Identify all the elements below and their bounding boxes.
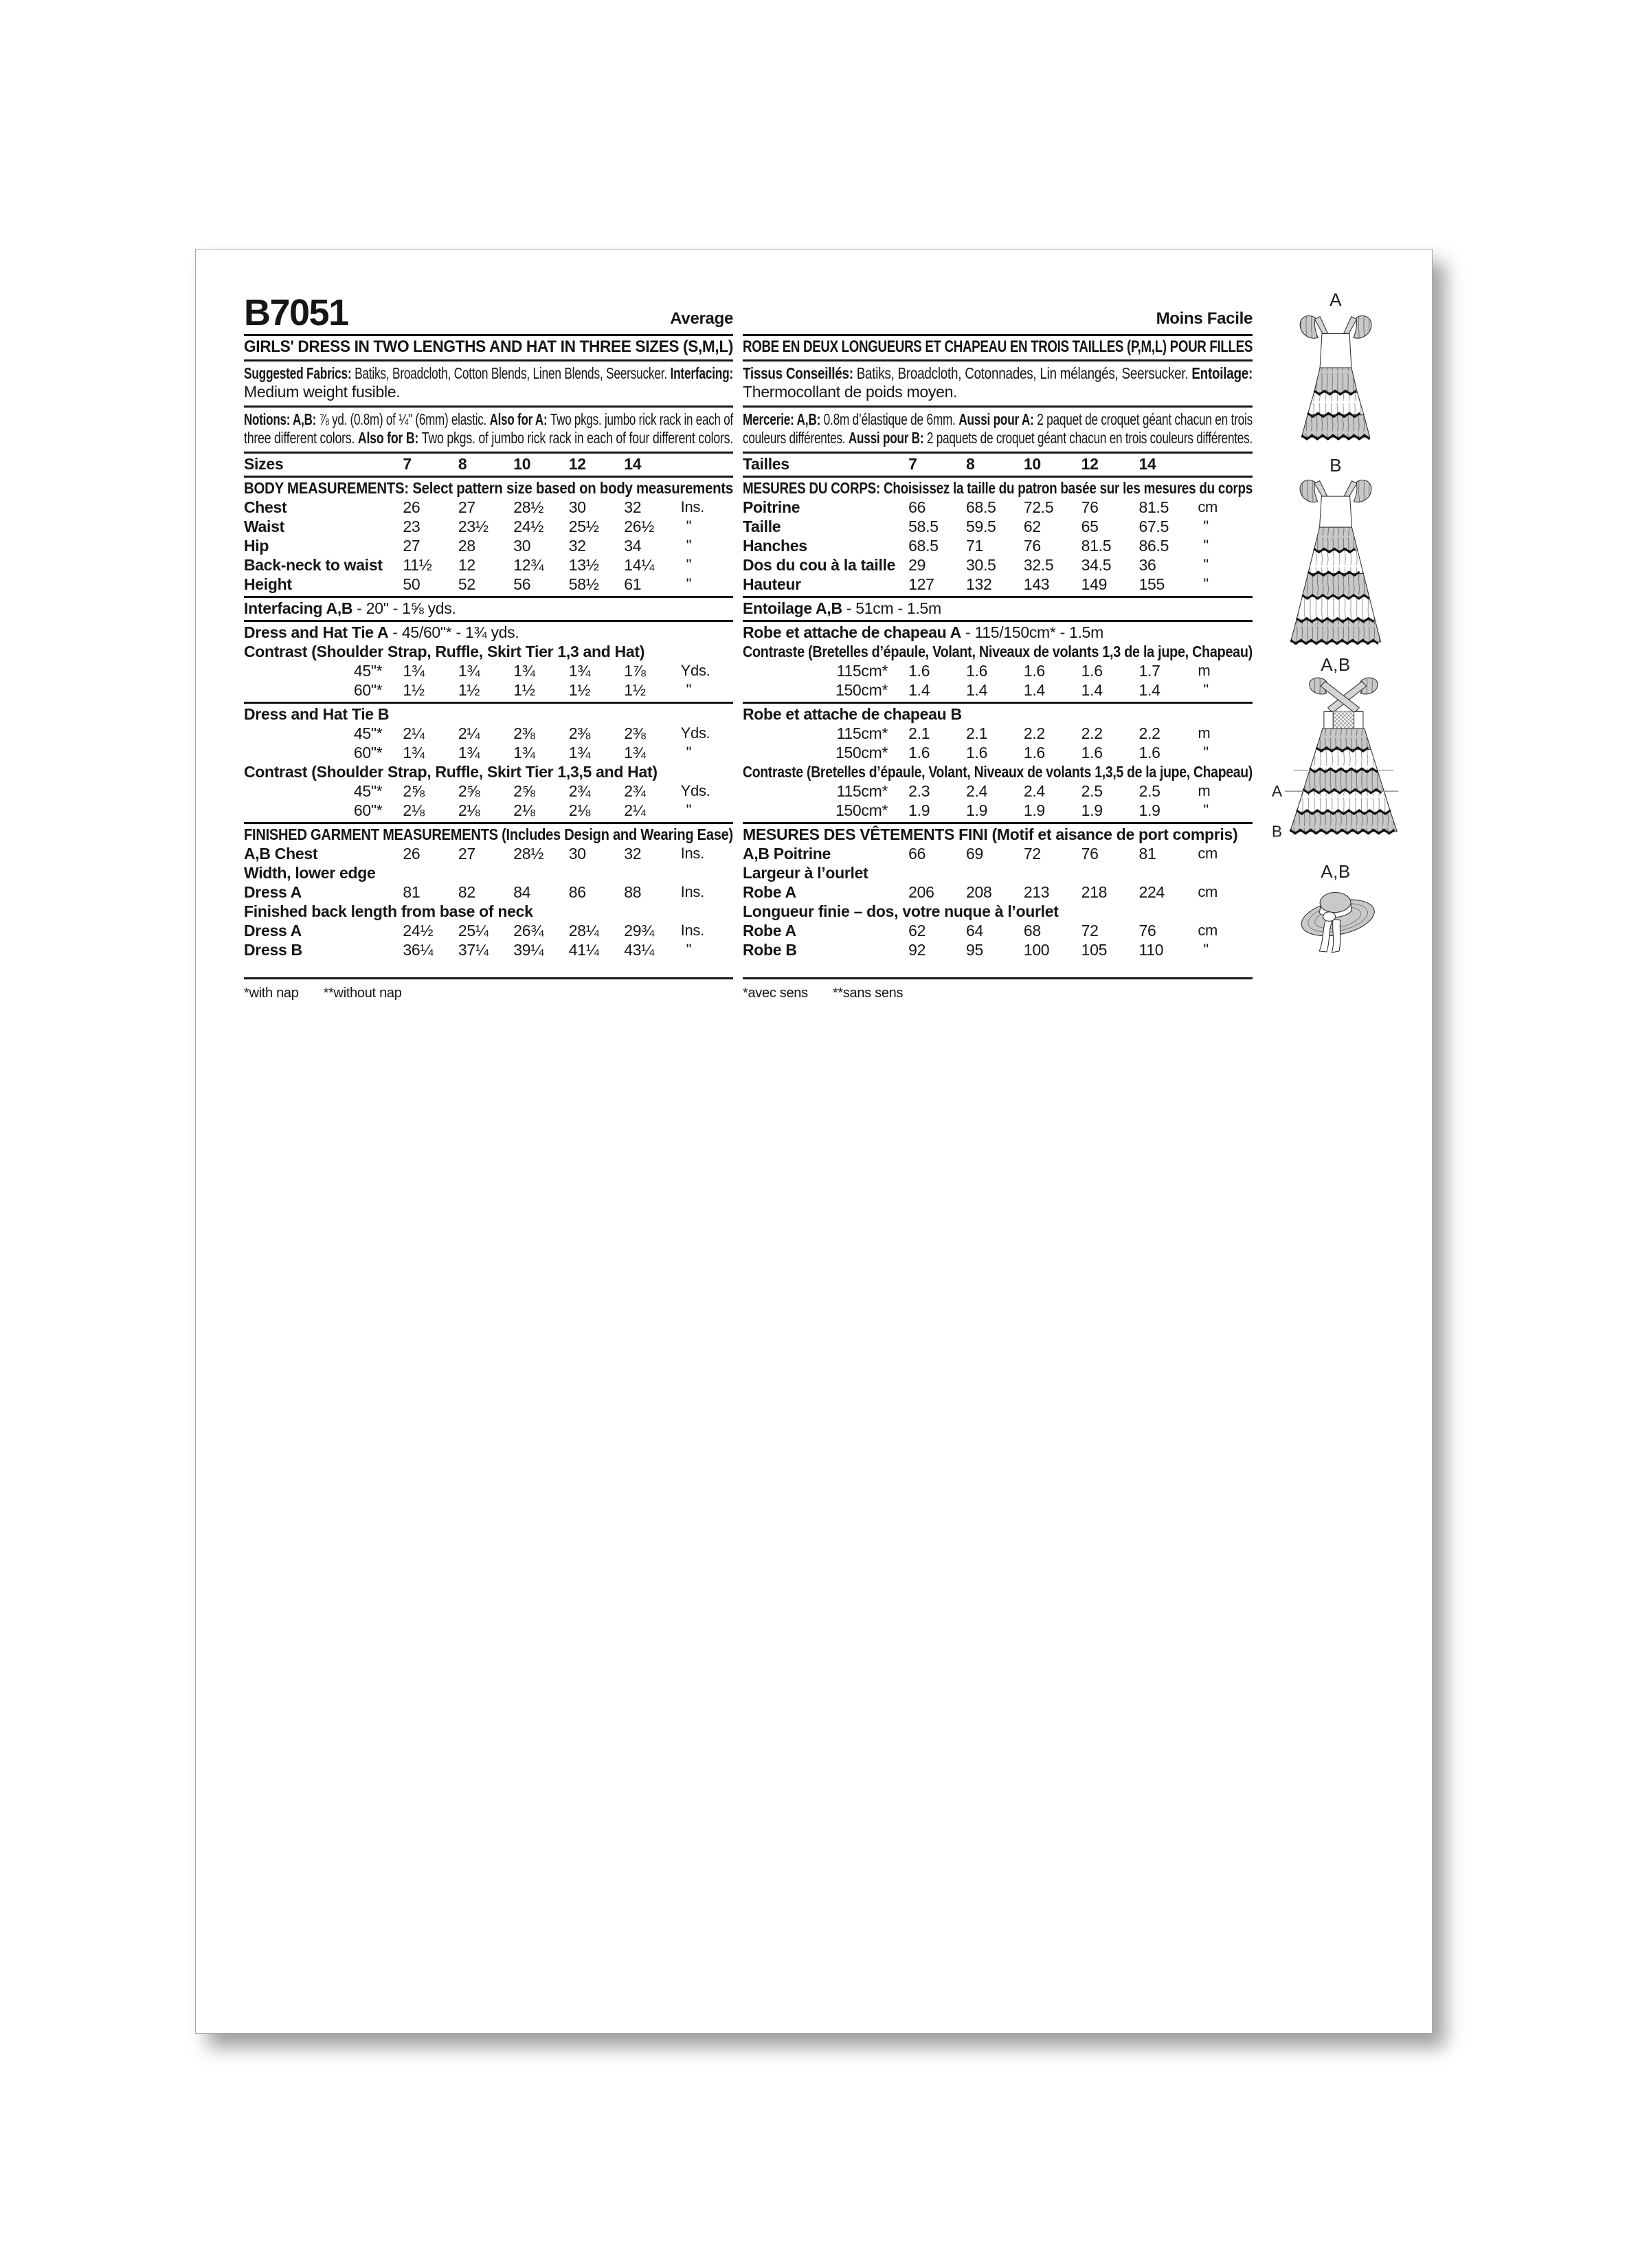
value-cell: 2.2: [1081, 724, 1103, 742]
value-cell: 28: [458, 537, 475, 555]
value-cell: 30.5: [965, 556, 996, 574]
value-cell: 34: [624, 537, 642, 555]
value-cell: 62: [1023, 518, 1041, 535]
value-cell: 72: [1023, 845, 1041, 863]
value-cell: 41¼: [568, 941, 599, 959]
info-row: Robe et attache de chapeau B: [743, 705, 962, 723]
value-cell: 14¼: [624, 556, 655, 574]
value-cell: 14: [624, 455, 642, 473]
section-heading: MESURES DES VÊTEMENTS FINI (Motif et aisance de port compris): [743, 825, 1238, 843]
value-cell: 1¾: [624, 744, 646, 761]
section-heading: FINISHED GARMENT MEASUREMENTS (Includes Design and Wearing Ease): [244, 825, 733, 843]
value-cell: 27: [458, 845, 475, 863]
measurement-row: Dress A 24½ 25¼ 26¾ 28¼ 29¾ Ins.: [244, 921, 733, 940]
measurement-row: 60"* 1¾ 1¾ 1¾ 1¾ 1¾ ": [244, 743, 733, 762]
value-cell: 76: [1081, 498, 1099, 516]
value-cell: 66: [908, 845, 926, 863]
measurement-row: 60"* 1½ 1½ 1½ 1½ 1½ ": [244, 680, 733, 700]
size-header-row: Tailles 7 8 10 12 14: [743, 454, 1253, 474]
fabrics-paragraph-fr: Tissus Conseillés: Batiks, Broadcloth, Cotonnades, Lin mélangés, Seersucker. Entoilage: Thermocollant de poids moyen.: [743, 362, 1253, 408]
value-cell: 34.5: [1081, 556, 1112, 574]
value-cell: 1.6: [1081, 662, 1103, 680]
figure-label-dress-a: A: [1330, 289, 1342, 310]
value-cell: 29¾: [624, 922, 655, 940]
value-cell: 1.9: [1023, 801, 1045, 819]
notions-paragraph-en: Notions: A,B: ⅞ yd. (0.8m) of ¼" (6mm) elastic. Also for A: Two pkgs. jumbo rick rack in each of three different colors. Also for B: Two pkgs. of jumbo rick rack in each of four different colors.: [244, 408, 733, 454]
body-measurements-table-en: [244, 478, 733, 598]
value-cell: 27: [403, 537, 420, 555]
value-cell: 1.4: [1138, 681, 1160, 699]
unit-cell: ": [686, 518, 692, 535]
value-cell: 30: [568, 498, 586, 516]
value-cell: 86.5: [1138, 537, 1169, 555]
french-column: [743, 293, 1253, 1001]
value-cell: 1½: [513, 681, 535, 699]
value-cell: 2¾: [624, 782, 646, 800]
value-cell: 2⅝: [458, 782, 480, 800]
value-cell: 1.4: [1023, 681, 1045, 699]
pattern-envelope-back-sheet: [195, 249, 1433, 2034]
value-cell: 32: [568, 537, 586, 555]
unit-cell: Ins.: [680, 498, 704, 515]
back-hem-label-a: A: [1271, 781, 1283, 800]
title-block-en: [244, 336, 733, 362]
value-cell: 84: [513, 883, 531, 901]
interfacing-table-en: [244, 598, 733, 622]
value-cell: 2¼: [624, 801, 646, 819]
value-cell: 68.5: [965, 498, 996, 516]
value-cell: 12: [458, 556, 475, 574]
value-cell: 59.5: [965, 518, 996, 535]
value-cell: 1.6: [1023, 744, 1045, 761]
unit-cell: ": [1203, 681, 1209, 698]
section-heading: BODY MEASUREMENTS: Select pattern size based on body measurements: [244, 479, 733, 497]
unit-cell: m: [1198, 662, 1211, 679]
finished-measurements-table-fr: [743, 824, 1253, 979]
value-cell: 1.9: [1138, 801, 1160, 819]
figure-label-dress-b: B: [1330, 454, 1342, 476]
unit-cell: ": [1203, 744, 1209, 761]
value-cell: 82: [458, 883, 475, 901]
dress-a-front-illustration: [1293, 311, 1378, 443]
value-cell: 81.5: [1138, 498, 1169, 516]
value-cell: 39¼: [513, 941, 544, 959]
value-cell: 2.5: [1081, 782, 1103, 800]
unit-cell: ": [1203, 941, 1209, 958]
section-heading: Contrast (Shoulder Strap, Ruffle, Skirt Tier 1,3 and Hat): [244, 643, 645, 660]
unit-cell: Yds.: [680, 724, 710, 742]
value-cell: 2⅝: [513, 782, 535, 800]
value-cell: 2⅜: [568, 724, 591, 742]
value-cell: 1.6: [965, 662, 988, 680]
value-cell: 2⅛: [513, 801, 535, 819]
value-cell: 1.7: [1138, 662, 1160, 680]
value-cell: 52: [458, 575, 475, 593]
value-cell: 88: [624, 883, 642, 901]
info-row: Dress and Hat Tie A - 45/60"* - 1¾ yds.: [244, 623, 519, 641]
value-cell: 95: [965, 941, 983, 959]
value-cell: 29: [908, 556, 926, 574]
value-cell: 13½: [568, 556, 599, 574]
value-cell: 1.4: [908, 681, 930, 699]
measurement-row: Robe A 206 208 213 218 224 cm: [743, 882, 1253, 902]
value-cell: 65: [1081, 518, 1099, 535]
value-cell: 67.5: [1138, 518, 1169, 535]
value-cell: 2.4: [1023, 782, 1045, 800]
value-cell: 43¼: [624, 941, 655, 959]
difficulty-label-fr: Moins Facile: [1156, 309, 1253, 328]
value-cell: 1.6: [1138, 744, 1160, 761]
measurement-row: 45"* 1¾ 1¾ 1¾ 1¾ 1⅞ Yds.: [244, 661, 733, 680]
value-cell: 1½: [403, 681, 425, 699]
value-cell: 218: [1081, 883, 1108, 901]
unit-cell: ": [686, 537, 692, 554]
measurement-row: Hanches 68.5 71 76 81.5 86.5 ": [743, 536, 1253, 555]
section-heading: Contrast (Shoulder Strap, Ruffle, Skirt Tier 1,3,5 and Hat): [244, 763, 658, 781]
difficulty-label-en: Average: [670, 309, 733, 328]
value-cell: 213: [1023, 883, 1050, 901]
info-row: Entoilage A,B - 51cm - 1.5m: [743, 599, 941, 617]
value-cell: 26½: [624, 518, 655, 535]
unit-cell: ": [686, 801, 692, 819]
value-cell: 155: [1138, 575, 1165, 593]
value-cell: 1.9: [965, 801, 988, 819]
value-cell: 1¾: [513, 662, 535, 680]
value-cell: 69: [965, 845, 983, 863]
footnote-without-nap: **without nap: [323, 986, 402, 1001]
value-cell: 2⅝: [403, 782, 425, 800]
measurement-row: 45"* 2⅝ 2⅝ 2⅝ 2¾ 2¾ Yds.: [244, 781, 733, 801]
value-cell: 2¾: [568, 782, 591, 800]
value-cell: 2.3: [908, 782, 930, 800]
measurement-row: Waist 23 23½ 24½ 25½ 26½ ": [244, 517, 733, 536]
measurement-row: Height 50 52 56 58½ 61 ": [244, 575, 733, 594]
header-fr: [743, 293, 1253, 336]
value-cell: 2.5: [1138, 782, 1160, 800]
footnotes-fr: [743, 979, 1253, 1001]
value-cell: 81: [403, 883, 420, 901]
value-cell: 224: [1138, 883, 1165, 901]
value-cell: 26: [403, 498, 420, 516]
value-cell: 27: [458, 498, 475, 516]
value-cell: 110: [1138, 941, 1164, 959]
dress-back-illustration: [1270, 676, 1401, 841]
section-heading: Longueur finie – dos, votre nuque à l’ourlet: [743, 902, 1059, 920]
value-cell: 1¾: [458, 744, 480, 761]
value-cell: 1.6: [1023, 662, 1045, 680]
hat-illustration: [1290, 883, 1382, 955]
value-cell: 10: [1023, 455, 1041, 473]
value-cell: 92: [908, 941, 926, 959]
info-row: Dress and Hat Tie B: [244, 705, 390, 723]
figure-label-back-view: A,B: [1321, 654, 1351, 675]
value-cell: 100: [1023, 941, 1050, 959]
measurement-row: Hauteur 127 132 143 149 155 ": [743, 575, 1253, 594]
value-cell: 86: [568, 883, 586, 901]
header-en: [244, 293, 733, 336]
value-cell: 1¾: [568, 662, 591, 680]
value-cell: 28½: [513, 845, 544, 863]
footnotes-en: [244, 979, 733, 1001]
measurement-row: Robe B 92 95 100 105 110 ": [743, 940, 1253, 959]
value-cell: 26: [403, 845, 420, 863]
measurement-row: 60"* 2⅛ 2⅛ 2⅛ 2⅛ 2¼ ": [244, 801, 733, 820]
value-cell: 62: [908, 922, 926, 940]
value-cell: 2⅛: [568, 801, 591, 819]
figure-label-hat: A,B: [1321, 860, 1351, 882]
unit-cell: cm: [1198, 922, 1218, 939]
value-cell: 28½: [513, 498, 544, 516]
value-cell: 149: [1081, 575, 1108, 593]
dress-tie-a-table-en: [244, 622, 733, 704]
value-cell: 1.6: [965, 744, 988, 761]
value-cell: 1⅞: [624, 662, 646, 680]
unit-cell: Yds.: [680, 662, 710, 679]
value-cell: 1¾: [403, 662, 425, 680]
measurement-row: Hip 27 28 30 32 34 ": [244, 536, 733, 555]
value-cell: 2.1: [965, 724, 988, 742]
value-cell: 127: [908, 575, 934, 593]
value-cell: 1.6: [908, 744, 930, 761]
value-cell: 1.4: [1081, 681, 1103, 699]
value-cell: 23½: [458, 518, 489, 535]
size-header-row: Sizes 7 8 10 12 14: [244, 454, 733, 474]
finished-measurements-table-en: [244, 824, 733, 979]
measurement-row: Dos du cou à la taille 29 30.5 32.5 34.5 36 ": [743, 555, 1253, 575]
value-cell: 36: [1138, 556, 1156, 574]
value-cell: 2¼: [458, 724, 480, 742]
unit-cell: m: [1198, 782, 1211, 799]
value-cell: 1¾: [403, 744, 425, 761]
value-cell: 25¼: [458, 922, 489, 940]
dress-tie-b-table-en: [244, 704, 733, 824]
value-cell: 1½: [624, 681, 646, 699]
measurement-row: Dress B 36¼ 37¼ 39¼ 41¼ 43¼ ": [244, 940, 733, 959]
dress-tie-b-table-fr: [743, 704, 1253, 824]
value-cell: 61: [624, 575, 642, 593]
value-cell: 1¾: [568, 744, 591, 761]
value-cell: 71: [965, 537, 983, 555]
value-cell: 1¾: [458, 662, 480, 680]
value-cell: 12: [1081, 455, 1099, 473]
value-cell: 105: [1081, 941, 1108, 959]
section-heading: Contraste (Bretelles d’épaule, Volant, Niveaux de volants 1,3 de la jupe, Chapeau): [743, 643, 1253, 660]
footnote-avec-sens: *avec sens: [743, 986, 808, 1001]
value-cell: 72.5: [1023, 498, 1054, 516]
value-cell: 30: [568, 845, 586, 863]
section-heading: Largeur à l’ourlet: [743, 864, 868, 882]
value-cell: 14: [1138, 455, 1156, 473]
dress-b-front-illustration: [1284, 477, 1387, 645]
value-cell: 7: [908, 455, 917, 473]
value-cell: 56: [513, 575, 531, 593]
value-cell: 2⅛: [403, 801, 425, 819]
title-block-fr: [743, 336, 1253, 362]
value-cell: 1.9: [908, 801, 930, 819]
value-cell: 68.5: [908, 537, 939, 555]
unit-cell: m: [1198, 724, 1211, 742]
value-cell: 8: [458, 455, 467, 473]
unit-cell: Ins.: [680, 845, 704, 862]
value-cell: 206: [908, 883, 934, 901]
measurement-row: A,B Chest 26 27 28½ 30 32 Ins.: [244, 844, 733, 863]
unit-cell: [680, 454, 733, 474]
sizes-header-table-fr: [743, 454, 1253, 478]
value-cell: 11½: [403, 556, 432, 574]
value-cell: 64: [965, 922, 983, 940]
value-cell: 28¼: [568, 922, 599, 940]
section-heading: Finished back length from base of neck: [244, 902, 533, 920]
pattern-number: B7051: [244, 292, 348, 333]
unit-cell: Yds.: [680, 782, 710, 799]
back-hem-label-b: B: [1271, 822, 1283, 841]
unit-cell: Ins.: [680, 922, 704, 939]
value-cell: 10: [513, 455, 531, 473]
unit-cell: Ins.: [680, 883, 704, 900]
value-cell: 1¾: [513, 744, 535, 761]
measurement-row: 45"* 2¼ 2¼ 2⅜ 2⅜ 2⅜ Yds.: [244, 724, 733, 743]
fabrics-paragraph-en: Suggested Fabrics: Batiks, Broadcloth, Cotton Blends, Linen Blends, Seersucker. Interfacing: Medium weight fusible.: [244, 362, 733, 408]
value-cell: 76: [1023, 537, 1041, 555]
section-heading: Contraste (Bretelles d’épaule, Volant, Niveaux de volants 1,3,5 de la jupe, Chapeau): [743, 763, 1253, 781]
unit-cell: ": [1203, 575, 1209, 592]
footnote-sans-sens: **sans sens: [832, 986, 904, 1001]
unit-cell: ": [1203, 556, 1209, 573]
illustration-column: [1259, 289, 1412, 954]
measurement-row: 150cm* 1.6 1.6 1.6 1.6 1.6 ": [743, 743, 1253, 762]
garment-title-fr: ROBE EN DEUX LONGUEURS ET CHAPEAU EN TROIS TAILLES (P,M,L) POUR FILLES: [743, 337, 1253, 356]
unit-cell: ": [686, 556, 692, 573]
value-cell: 76: [1138, 922, 1156, 940]
unit-cell: cm: [1198, 845, 1218, 862]
value-cell: 81: [1138, 845, 1156, 863]
value-cell: 23: [403, 518, 420, 535]
measurement-row: 115cm* 2.3 2.4 2.4 2.5 2.5 m: [743, 781, 1253, 801]
measurement-row: Poitrine 66 68.5 72.5 76 81.5 cm: [743, 498, 1253, 517]
value-cell: 208: [965, 883, 992, 901]
value-cell: 1.6: [1081, 744, 1103, 761]
garment-title-en: GIRLS' DRESS IN TWO LENGTHS AND HAT IN THREE SIZES (S,M,L): [244, 337, 733, 356]
value-cell: 36¼: [403, 941, 434, 959]
dress-tie-a-table-fr: [743, 622, 1253, 704]
unit-cell: ": [1203, 801, 1209, 819]
unit-cell: ": [686, 575, 692, 592]
measurement-row: Taille 58.5 59.5 62 65 67.5 ": [743, 517, 1253, 536]
value-cell: 2.1: [908, 724, 930, 742]
value-cell: 24½: [403, 922, 434, 940]
value-cell: 132: [965, 575, 992, 593]
value-cell: 37¼: [458, 941, 489, 959]
footnote-with-nap: *with nap: [244, 986, 299, 1001]
value-cell: 12¾: [513, 556, 544, 574]
value-cell: 2.4: [965, 782, 988, 800]
measurement-row: Robe A 62 64 68 72 76 cm: [743, 921, 1253, 940]
value-cell: 24½: [513, 518, 544, 535]
info-row: Interfacing A,B - 20" - 1⅝ yds.: [244, 599, 456, 617]
value-cell: 143: [1023, 575, 1050, 593]
measurement-row: A,B Poitrine 66 69 72 76 81 cm: [743, 844, 1253, 863]
value-cell: 26¾: [513, 922, 544, 940]
notions-paragraph-fr: Mercerie: A,B: 0.8m d’élastique de 6mm. Aussi pour A: 2 paquet de croquet géant chacun en trois couleurs différentes. Aussi pour B: 2 paquets de croquet géant chacun en trois couleurs différentes.: [743, 408, 1253, 454]
value-cell: 76: [1081, 845, 1099, 863]
unit-cell: ": [1203, 518, 1209, 535]
unit-cell: ": [1203, 537, 1209, 554]
value-cell: 81.5: [1081, 537, 1112, 555]
unit-cell: cm: [1198, 498, 1218, 515]
value-cell: 66: [908, 498, 926, 516]
interfacing-table-fr: [743, 598, 1253, 622]
measurement-row: Chest 26 27 28½ 30 32 Ins.: [244, 498, 733, 517]
value-cell: 32.5: [1023, 556, 1054, 574]
body-measurements-table-fr: [743, 478, 1253, 598]
value-cell: 1.4: [965, 681, 988, 699]
value-cell: 1½: [568, 681, 591, 699]
measurement-row: 115cm* 2.1 2.1 2.2 2.2 2.2 m: [743, 724, 1253, 743]
value-cell: 8: [965, 455, 975, 473]
value-cell: 12: [568, 455, 586, 473]
unit-cell: ": [686, 941, 692, 958]
unit-cell: ": [686, 681, 692, 698]
value-cell: 2⅛: [458, 801, 480, 819]
value-cell: 2⅜: [513, 724, 535, 742]
measurement-row: 150cm* 1.9 1.9 1.9 1.9 1.9 ": [743, 801, 1253, 820]
value-cell: 2.2: [1023, 724, 1045, 742]
info-row: Robe et attache de chapeau A - 115/150cm* - 1.5m: [743, 623, 1104, 641]
value-cell: 1.6: [908, 662, 930, 680]
unit-cell: ": [686, 744, 692, 761]
value-cell: 2⅜: [624, 724, 646, 742]
value-cell: 50: [403, 575, 420, 593]
unit-cell: cm: [1198, 883, 1218, 900]
measurement-row: Dress A 81 82 84 86 88 Ins.: [244, 882, 733, 902]
value-cell: 1½: [458, 681, 480, 699]
english-column: [244, 293, 733, 1001]
value-cell: 2¼: [403, 724, 425, 742]
value-cell: 32: [624, 845, 642, 863]
value-cell: 32: [624, 498, 642, 516]
value-cell: 2.2: [1138, 724, 1160, 742]
sizes-header-table-en: [244, 454, 733, 478]
value-cell: 1.9: [1081, 801, 1103, 819]
measurement-row: 150cm* 1.4 1.4 1.4 1.4 1.4 ": [743, 680, 1253, 700]
value-cell: 72: [1081, 922, 1099, 940]
value-cell: 7: [403, 455, 412, 473]
value-cell: 25½: [568, 518, 599, 535]
value-cell: 58½: [568, 575, 599, 593]
measurement-row: Back-neck to waist 11½ 12 12¾ 13½ 14¼ ": [244, 555, 733, 575]
value-cell: 68: [1023, 922, 1041, 940]
section-heading: Width, lower edge: [244, 864, 376, 882]
value-cell: 58.5: [908, 518, 939, 535]
value-cell: 30: [513, 537, 531, 555]
measurement-row: 115cm* 1.6 1.6 1.6 1.6 1.7 m: [743, 661, 1253, 680]
unit-cell: [1196, 454, 1253, 474]
section-heading: MESURES DU CORPS: Choisissez la taille du patron basée sur les mesures du corps: [743, 479, 1253, 497]
